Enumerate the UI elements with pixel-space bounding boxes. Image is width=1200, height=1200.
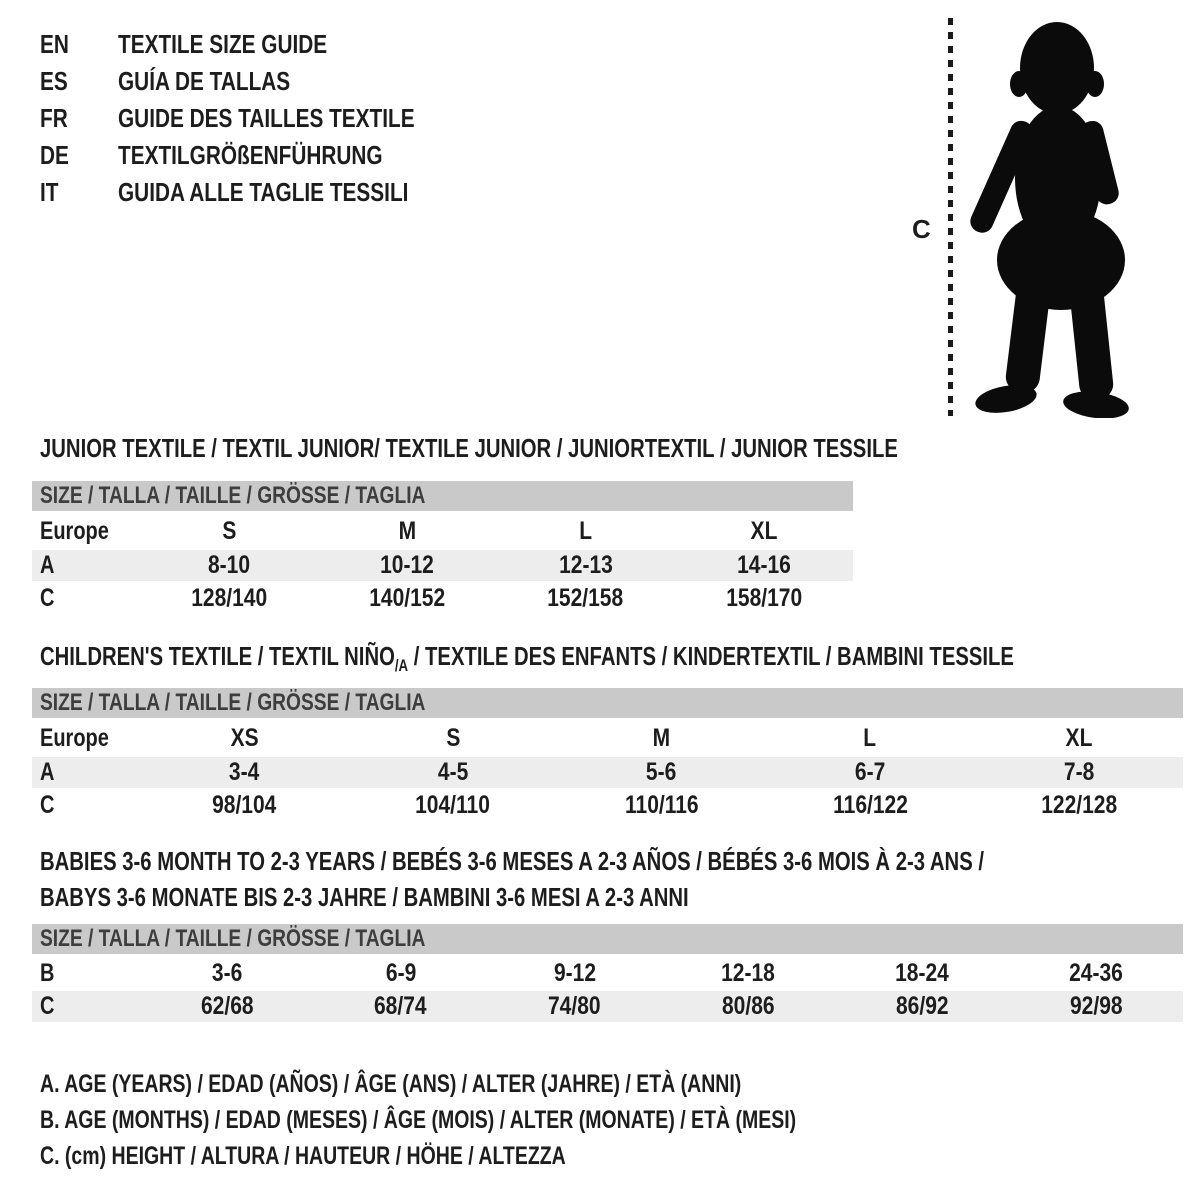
row-label-cell: C xyxy=(40,584,55,612)
header-cell-size: S xyxy=(222,517,237,545)
lang-label-es: GUÍA DE TALLAS xyxy=(118,66,291,96)
size-header-bar xyxy=(32,688,1183,718)
value-cell: 3-4 xyxy=(229,758,260,786)
babies-section-title: BABIES 3-6 MONTH TO 2-3 YEARS / BEBÉS 3-6 MESES A 2-3 AÑOS / BÉBÉS 3-6 MOIS À 2-3 ANS / BABYS 3-6 MONATE BIS 2-3 JAHRE / BAMBINI 3-6 MESI A 2-3 ANNI xyxy=(40,846,984,912)
value-cell: 86/92 xyxy=(895,992,949,1020)
value-cell: 14-16 xyxy=(737,551,791,579)
header-cell-size: XS xyxy=(230,724,259,752)
row-label-cell: C xyxy=(40,992,55,1020)
header-cell-size: L xyxy=(863,724,877,752)
table-row-height xyxy=(32,583,853,614)
size-header-bar xyxy=(32,924,1183,954)
value-cell: 74/80 xyxy=(548,992,601,1020)
value-cell: 6-7 xyxy=(854,758,886,786)
header-cell-size: L xyxy=(579,517,593,545)
size-header-label: SIZE / TALLA / TAILLE / GRÖSSE / TAGLIA xyxy=(40,925,426,952)
value-cell: 104/110 xyxy=(415,791,491,819)
height-measure-dashed-line xyxy=(948,18,953,416)
value-cell: 68/74 xyxy=(374,992,428,1020)
size-header-label: SIZE / TALLA / TAILLE / GRÖSSE / TAGLIA xyxy=(40,689,426,716)
table-row-age-months xyxy=(32,958,1183,989)
junior-section-title: JUNIOR TEXTILE / TEXTIL JUNIOR/ TEXTILE JUNIOR / JUNIORTEXTIL / JUNIOR TESSILE xyxy=(40,433,898,463)
children-size-table xyxy=(32,688,1183,823)
value-cell: 12-13 xyxy=(558,551,613,579)
note-a: A. AGE (YEARS) / EDAD (AÑOS) / ÂGE (ANS) / ALTER (JAHRE) / ETÀ (ANNI) xyxy=(40,1070,742,1098)
lang-label-fr: GUIDE DES TAILLES TEXTILE xyxy=(118,103,415,133)
header-cell-size: S xyxy=(445,724,460,752)
size-header-label: SIZE / TALLA / TAILLE / GRÖSSE / TAGLIA xyxy=(40,482,426,509)
value-cell: 98/104 xyxy=(212,791,277,819)
value-cell: 140/152 xyxy=(369,584,446,612)
babies-size-table xyxy=(32,924,1183,1024)
language-title-list xyxy=(40,26,489,211)
lang-code-es: ES xyxy=(40,66,68,96)
table-header-row xyxy=(32,515,853,548)
value-cell: 24-36 xyxy=(1069,959,1123,987)
lang-code-de: DE xyxy=(40,140,69,170)
value-cell: 128/140 xyxy=(191,584,268,612)
note-b: B. AGE (MONTHS) / EDAD (MESES) / ÂGE (MOIS) / ALTER (MONATE) / ETÀ (MESI) xyxy=(40,1106,797,1134)
header-cell-region: Europe xyxy=(40,517,109,545)
value-cell: 122/128 xyxy=(1040,791,1117,819)
value-cell: 3-6 xyxy=(211,959,243,987)
row-label-cell: B xyxy=(40,959,55,987)
lang-label-de: TEXTILGRÖßENFÜHRUNG xyxy=(118,140,383,170)
header-cell-size: XL xyxy=(750,517,778,545)
lang-row-es xyxy=(40,63,489,100)
junior-size-table xyxy=(32,481,853,616)
header-cell-region: Europe xyxy=(40,724,109,752)
value-cell: 5-6 xyxy=(646,758,677,786)
value-cell: 9-12 xyxy=(553,959,596,987)
table-row-height xyxy=(32,991,1183,1022)
value-cell: 158/170 xyxy=(725,584,802,612)
lang-row-fr xyxy=(40,100,489,137)
table-row-age xyxy=(32,757,1183,788)
table-row-age xyxy=(32,550,853,581)
value-cell: 18-24 xyxy=(895,959,950,987)
value-cell: 4-5 xyxy=(437,758,469,786)
value-cell: 80/86 xyxy=(722,992,775,1020)
lang-row-it xyxy=(40,174,489,211)
lang-label-en: TEXTILE SIZE GUIDE xyxy=(118,29,328,59)
header-cell-size: M xyxy=(398,517,417,545)
size-header-bar xyxy=(32,481,853,511)
lang-label-it: GUIDA ALLE TAGLIE TESSILI xyxy=(118,177,409,207)
lang-row-de xyxy=(40,137,489,174)
table-row-height xyxy=(32,790,1183,821)
note-c: C. (cm) HEIGHT / ALTURA / HAUTEUR / HÖHE / ALTEZZA xyxy=(40,1142,566,1170)
value-cell: 7-8 xyxy=(1063,758,1094,786)
value-cell: 8-10 xyxy=(208,551,251,579)
value-cell: 10-12 xyxy=(380,551,435,579)
lang-row-en xyxy=(40,26,489,63)
row-label-cell: A xyxy=(40,551,55,579)
toddler-silhouette xyxy=(966,18,1132,418)
value-cell: 110/116 xyxy=(624,791,699,819)
value-cell: 12-18 xyxy=(721,959,776,987)
children-section-title: CHILDREN'S TEXTILE / TEXTIL $NIÑO_{/A}$ / TEXTILE DES ENFANTS / KINDERTEXTIL / BAMBINI TESSILE xyxy=(40,641,1014,675)
value-cell: 116/122 xyxy=(832,791,908,819)
value-cell: 92/98 xyxy=(1069,992,1123,1020)
value-cell: 152/158 xyxy=(547,584,624,612)
header-cell-size: XL xyxy=(1065,724,1093,752)
legend-notes xyxy=(40,1066,1009,1174)
lang-code-it: IT xyxy=(40,177,59,207)
row-label-cell: C xyxy=(40,791,55,819)
nino-a-subscript: /A xyxy=(394,656,409,675)
height-measure-c-label: C xyxy=(912,214,931,244)
value-cell: 62/68 xyxy=(200,992,254,1020)
value-cell: 6-9 xyxy=(385,959,416,987)
table-header-row xyxy=(32,722,1183,755)
row-label-cell: A xyxy=(40,758,55,786)
header-cell-size: M xyxy=(652,724,671,752)
lang-code-fr: FR xyxy=(40,103,68,133)
lang-code-en: EN xyxy=(40,29,69,59)
